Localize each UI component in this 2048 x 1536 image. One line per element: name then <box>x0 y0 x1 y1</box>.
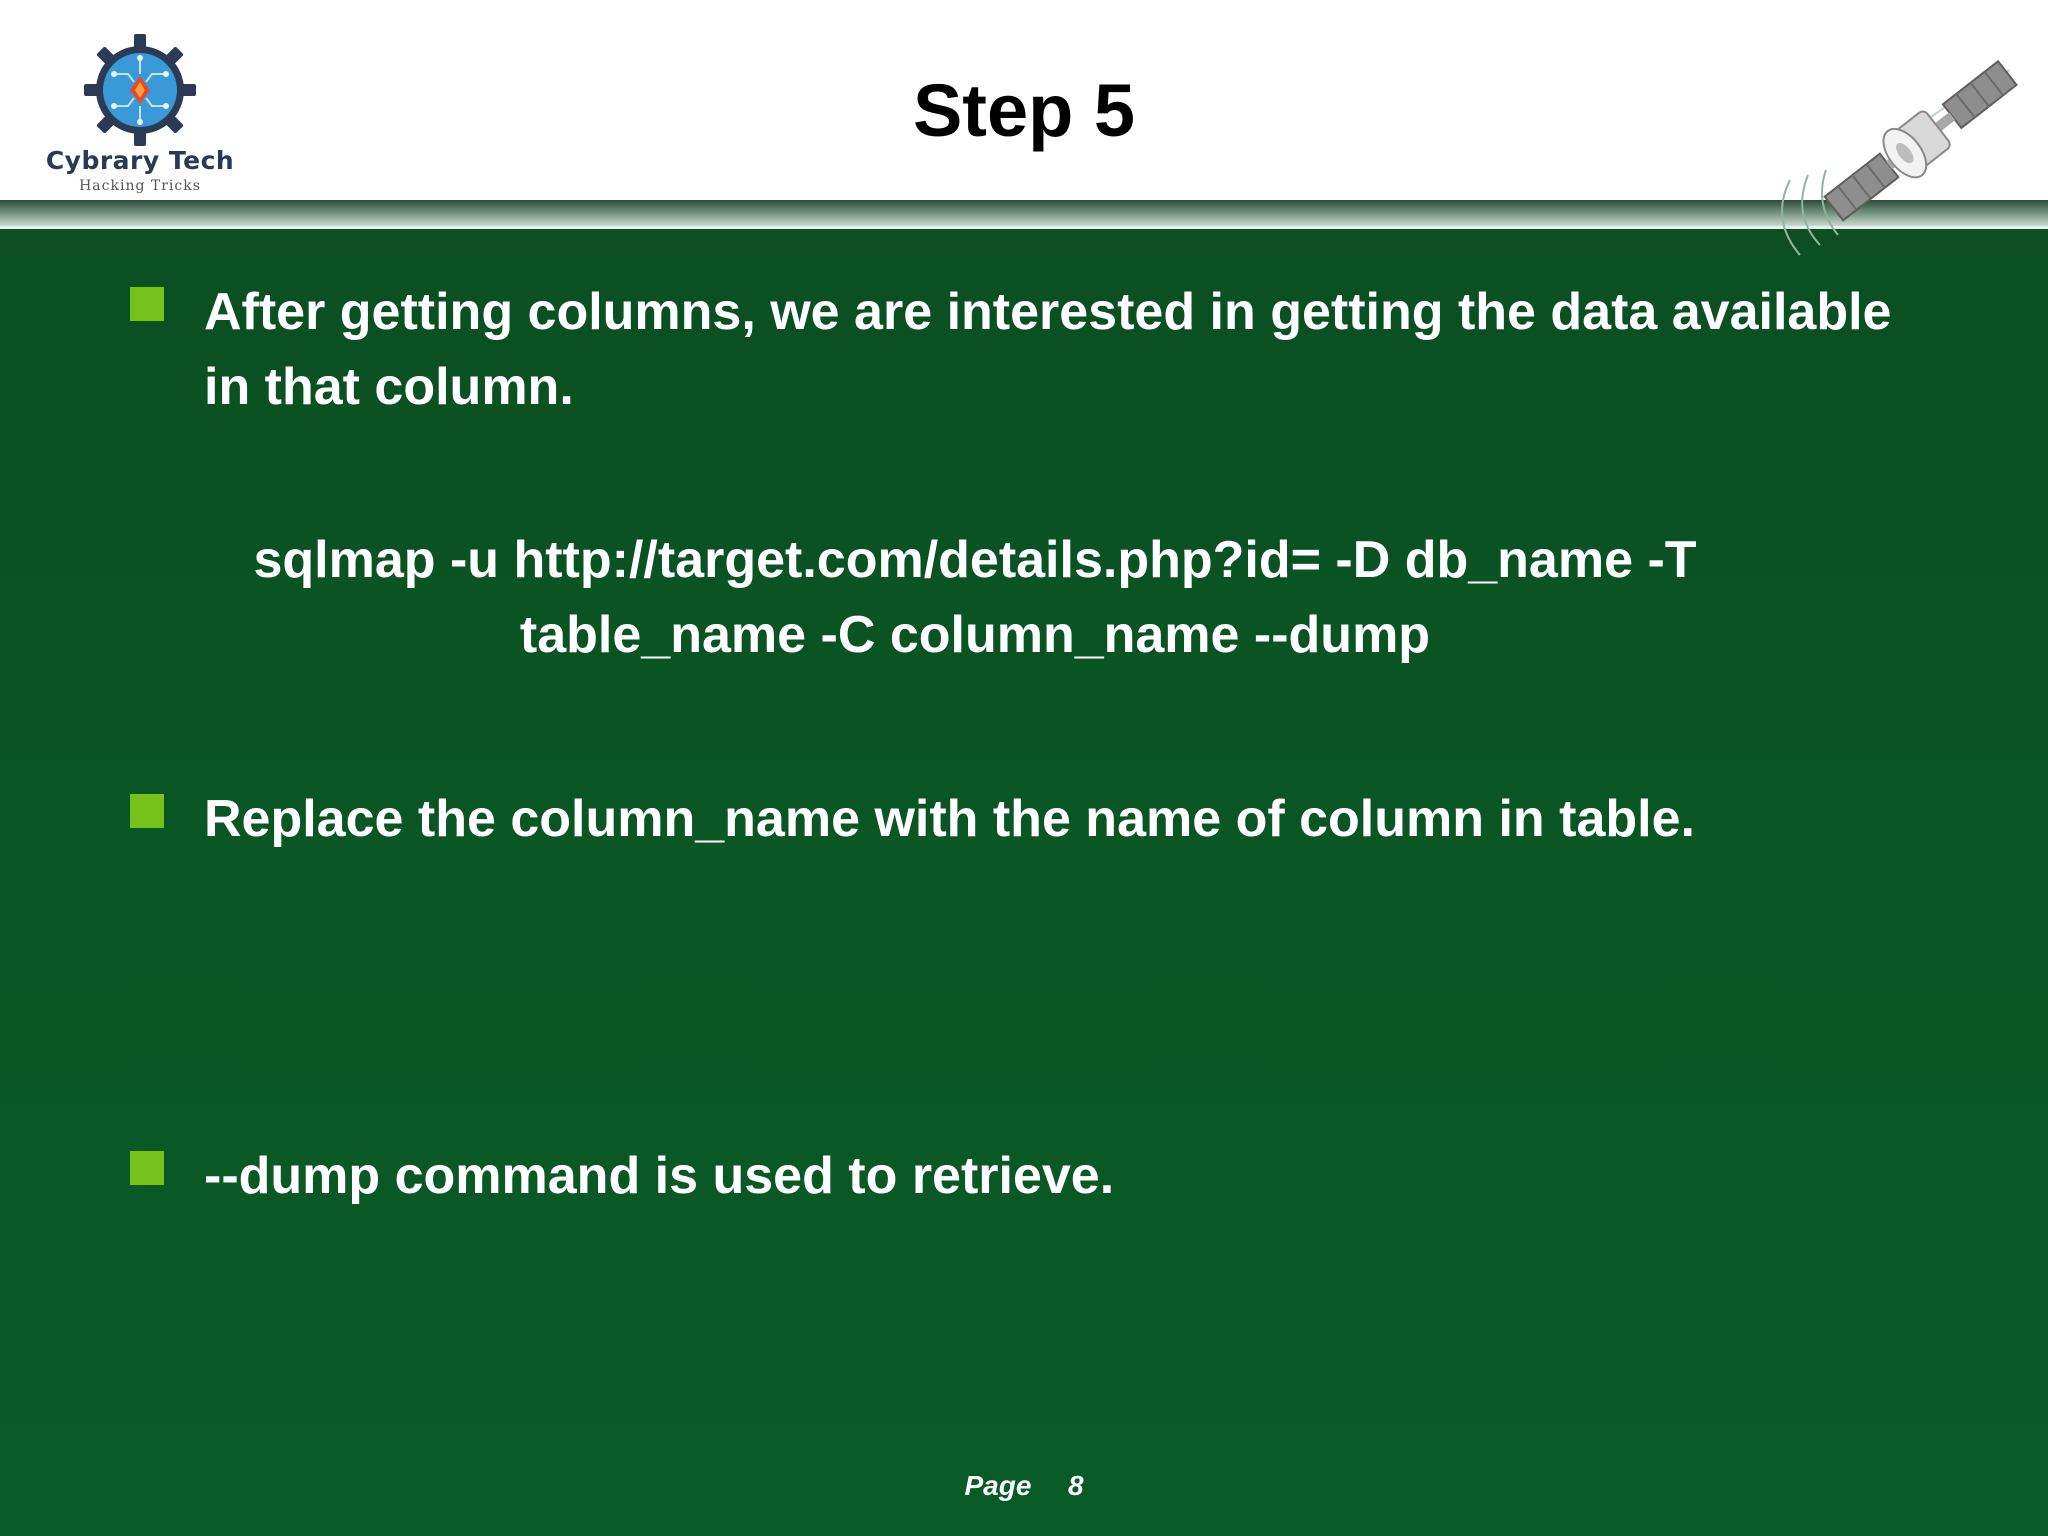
satellite-icon <box>1750 30 2040 270</box>
slide-body-background <box>0 229 2048 1536</box>
slide-title: Step 5 <box>912 69 1136 152</box>
bullet-text-2: Replace the column_name with the name of column in table. <box>204 790 1695 848</box>
bullet-square-icon <box>130 287 164 321</box>
bullet-square-icon <box>130 1151 164 1185</box>
bullet-text-1: After getting columns, we are interested in getting the data available in that column. <box>204 283 1892 416</box>
bullet-text-3: --dump command is used to retrieve. <box>204 1147 1115 1205</box>
page-number: Page 8 <box>978 1470 1070 1501</box>
bullet-square-icon <box>130 794 164 828</box>
logo-company-name: Cybrary Tech <box>45 146 235 175</box>
sqlmap-command: sqlmap -u http://target.com/details.php?id= -D db_name -T table_name -C column_name --dump <box>253 531 1697 664</box>
logo-tagline: Hacking Tricks <box>79 178 201 194</box>
